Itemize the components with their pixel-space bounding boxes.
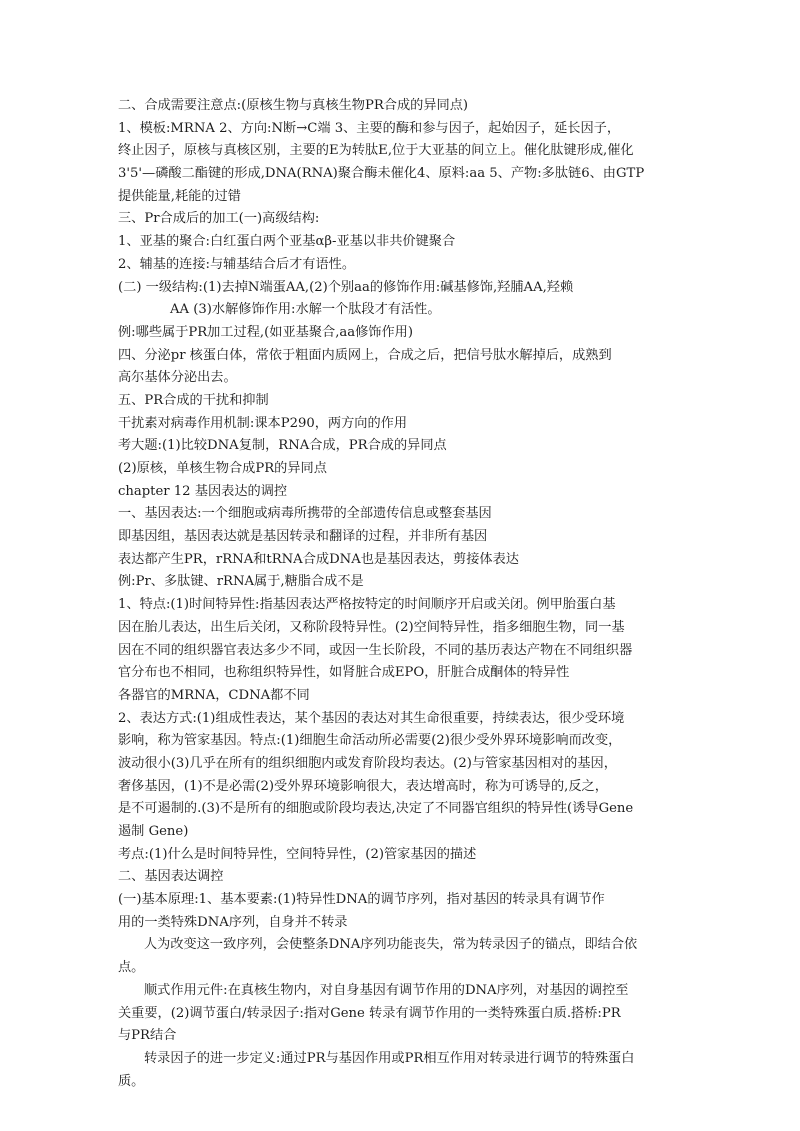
text-line: 例:Pr、多肽键、rRNA属于,糖脂合成不是 bbox=[118, 574, 364, 590]
text-line: (一)基本原理:1、基本要素:(1)特异性DNA的调节序列，指对基因的转录具有调节作 bbox=[118, 892, 605, 908]
text-line: 考点:(1)什么是时间特异性，空间特异性，(2)管家基因的描述 bbox=[118, 846, 477, 862]
text-line: 是不可遏制的.(3)不是所有的细胞或阶段均表达,决定了不同器官组织的特异性(诱导Gene bbox=[118, 801, 634, 817]
text-line: 四、分泌pr 核蛋白体，常依于粗面内质网上，合成之后，把信号肽水解掉后，成熟到 bbox=[118, 347, 612, 363]
text-line: 2、表达方式:(1)组成性表达，某个基因的表达对其生命很重要，持续表达，很少受环境 bbox=[118, 710, 625, 726]
text-line: 2、辅基的连接:与辅基结合后才有语性。 bbox=[118, 256, 356, 272]
text-line: 二、合成需要注意点:(原核生物与真核生物PR合成的异同点) bbox=[118, 98, 469, 113]
text-line: 即基因组，基因表达就是基因转录和翻译的过程，并非所有基因 bbox=[118, 529, 488, 545]
text-line: 因在不同的组织器官表达多少不同，或因一生长阶段，不同的基历表达产物在不同组织器 bbox=[118, 642, 633, 658]
text-line: 人为改变这一致序列，会使整条DNA序列功能丧失，常为转录因子的锚点，即结合依 bbox=[144, 937, 638, 953]
text-line: 奢侈基因，(1)不是必需(2)受外界环境影响很大，表达增高时，称为可诱导的,反之， bbox=[118, 778, 608, 794]
text-line: 官分布也不相同，也称组织特异性，如肾脏合成EPO，肝脏合成酮体的特异性 bbox=[118, 665, 570, 681]
text-line: 高尔基体分泌出去。 bbox=[118, 370, 237, 386]
text-line: 1、亚基的聚合:白红蛋白两个亚基αβ-亚基以非共价键聚合 bbox=[118, 234, 456, 250]
text-line: 与PR结合 bbox=[118, 1028, 177, 1044]
text-line: 顺式作用元件:在真核生物内，对自身基因有调节作用的DNA序列，对基因的调控至 bbox=[144, 982, 629, 998]
text-line: 一、基因表达:一个细胞或病毒所携带的全部遗传信息或整套基因 bbox=[118, 506, 492, 522]
text-line: 二、基因表达调控 bbox=[118, 869, 224, 885]
text-line: 点。 bbox=[118, 960, 145, 976]
text-line: 五、PR合成的干扰和抑制 bbox=[118, 392, 269, 408]
document-body bbox=[118, 95, 698, 1093]
text-line: 1、模板:MRNA 2、方向:N断→C端 3、主要的酶和参与因子，起始因子，延长因子， bbox=[118, 120, 621, 136]
text-line: 终止因子，原核与真核区别，主要的E为转肽E,位于大亚基的间立上。催化肽键形成,催化 bbox=[118, 143, 634, 159]
text-line: chapter 12 基因表达的调控 bbox=[118, 483, 288, 499]
text-line: 质。 bbox=[118, 1073, 145, 1089]
text-line: AA (3)水解修饰作用:水解一个肽段才有活性。 bbox=[170, 302, 441, 318]
text-line: 用的一类特殊DNA序列，自身并不转录 bbox=[118, 914, 348, 930]
text-line: (2)原核，单核生物合成PR的异同点 bbox=[118, 461, 327, 476]
text-line: 转录因子的进一步定义:通过PR与基因作用或PR相互作用对转录进行调节的特殊蛋白 bbox=[144, 1050, 635, 1066]
text-line: 例:哪些属于PR加工过程,(如亚基聚合,aa修饰作用) bbox=[118, 324, 414, 340]
text-line: 1、特点:(1)时间特异性:指基因表达严格按特定的时间顺序开启或关闭。例甲胎蛋白基 bbox=[118, 597, 616, 613]
text-line: 3'5'—磷酸二酯键的形成,DNA(RNA)聚合酶未催化4、原料:aa 5、产物:多肽链6、由GTP bbox=[118, 166, 645, 182]
text-line: 影响，称为管家基因。特点:(1)细胞生命活动所必需要(2)很少受外界环境影响而改变， bbox=[118, 733, 622, 749]
text-line: 波动很小(3)几乎在所有的组织细胞内或发育阶段均表达。(2)与管家基因相对的基因， bbox=[118, 755, 617, 771]
text-line: 干扰素对病毒作用机制:课本P290，两方向的作用 bbox=[118, 415, 408, 431]
text-line: 表达都产生PR，rRNA和tRNA合成DNA也是基因表达，剪接体表达 bbox=[118, 551, 519, 567]
text-line: 提供能量,耗能的过错 bbox=[118, 188, 241, 204]
text-line: 考大题:(1)比较DNA复制，RNA合成，PR合成的异同点 bbox=[118, 438, 447, 454]
text-line: (二) 一级结构:(1)去掉N端蛋AA,(2)个别aa的修饰作用:碱基修饰,羟脯AA,羟赖 bbox=[118, 279, 574, 295]
text-line: 遏制 Gene) bbox=[118, 824, 189, 839]
text-line: 因在胎儿表达，出生后关闭，又称阶段特异性。(2)空间特异性，指多细胞生物，同一基 bbox=[118, 619, 625, 635]
text-line: 三、Pr合成后的加工(一)高级结构: bbox=[118, 211, 320, 227]
text-line: 关重要，(2)调节蛋白/转录因子:指对Gene 转录有调节作用的一类特殊蛋白质.搭桥:PR bbox=[118, 1005, 621, 1021]
text-line: 各器官的MRNA，CDNA都不同 bbox=[118, 687, 310, 703]
